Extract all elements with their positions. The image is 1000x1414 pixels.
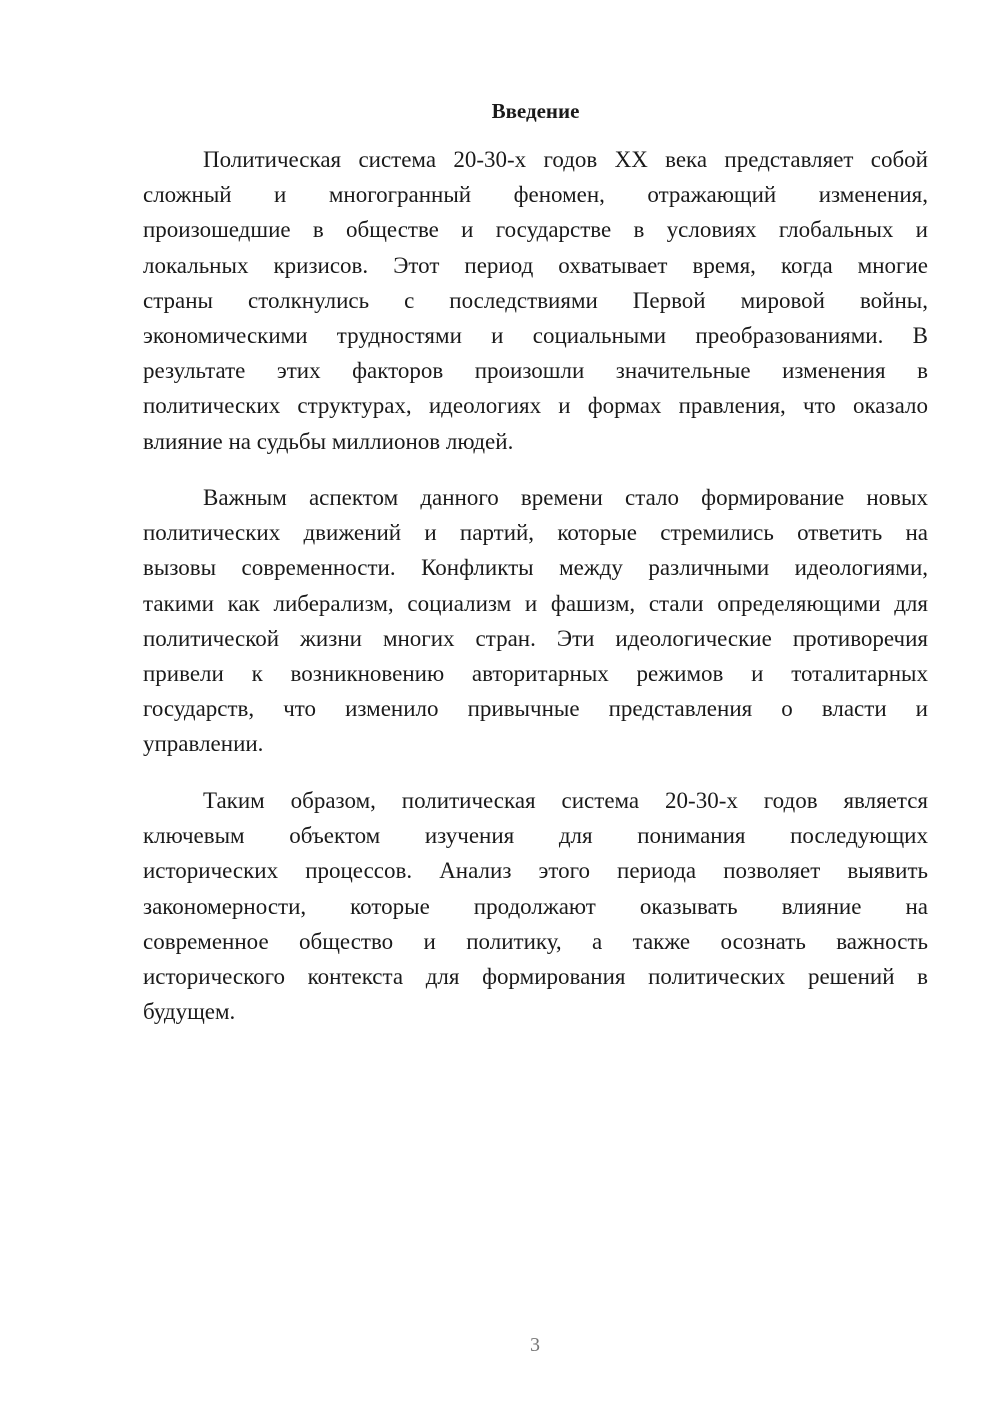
text-line: политической жизни многих стран. Эти идеологические противоречия xyxy=(143,625,928,651)
text-line: привели к возникновению авторитарных режимов и тоталитарных xyxy=(143,660,928,686)
text-line: закономерности, которые продолжают оказывать влияние на xyxy=(143,893,928,919)
text-line: влияние на судьбы миллионов людей. xyxy=(143,428,514,454)
text-line: Важным аспектом данного времени стало формирование новых xyxy=(203,485,928,510)
paragraph-2 xyxy=(143,480,928,762)
section-heading: Введение xyxy=(491,99,580,123)
text-line: локальных кризисов. Этот период охватывает время, когда многие xyxy=(143,252,928,278)
text-line: произошедшие в обществе и государстве в условиях глобальных и xyxy=(143,217,928,243)
text-line: управлении. xyxy=(143,731,264,757)
text-line: Политическая система 20-30-х годов XX века представляет собой xyxy=(203,147,928,172)
text-line: современное общество и политику, а также осознать важность xyxy=(143,928,928,954)
text-line: страны столкнулись с последствиями Первой мировой войны, xyxy=(143,287,928,313)
text-line: государств, что изменило привычные представления о власти и xyxy=(143,696,928,722)
text-line: Таким образом, политическая система 20-30-х годов является xyxy=(203,788,928,813)
text-line: результате этих факторов произошли значительные изменения в xyxy=(143,358,928,384)
text-line: будущем. xyxy=(143,999,236,1025)
text-line: такими как либерализм, социализм и фашизм, стали определяющими для xyxy=(143,590,928,616)
paragraph-3 xyxy=(143,783,928,1029)
text-line: исторических процессов. Анализ этого периода позволяет выявить xyxy=(143,858,928,884)
paragraph-1 xyxy=(143,142,928,459)
text-line: вызовы современности. Конфликты между различными идеологиями, xyxy=(143,555,928,581)
text-line: ключевым объектом изучения для понимания последующих xyxy=(143,823,928,849)
text-line: сложный и многогранный феномен, отражающий изменения, xyxy=(143,182,928,208)
text-line: исторического контекста для формирования политических решений в xyxy=(143,963,928,989)
page-number: 3 xyxy=(530,1334,540,1356)
text-line: экономическими трудностями и социальными преобразованиями. В xyxy=(143,322,928,348)
text-line: политических структурах, идеологиях и формах правления, что оказало xyxy=(143,393,928,419)
text-line: политических движений и партий, которые стремились ответить на xyxy=(143,520,928,546)
